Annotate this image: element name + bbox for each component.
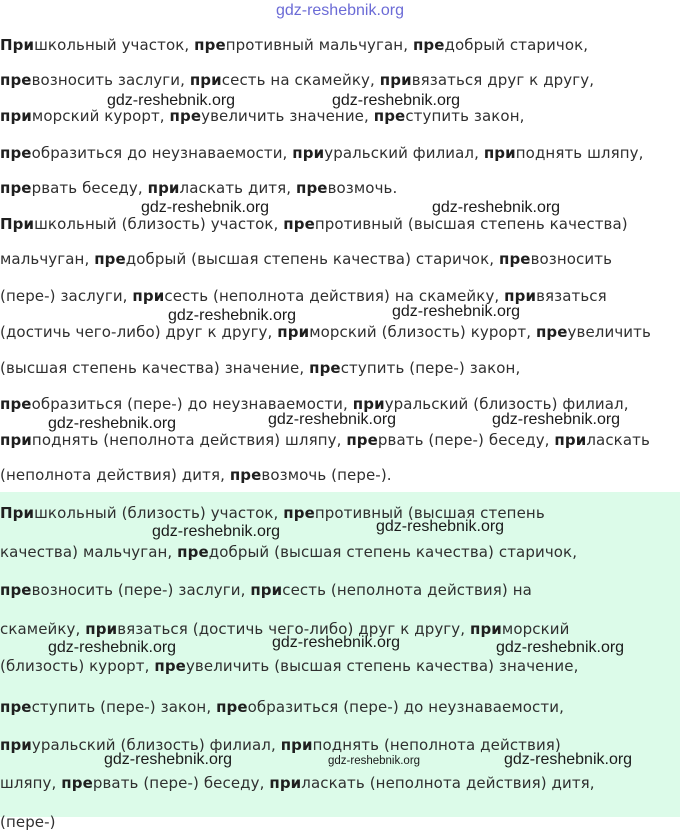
text-fragment: ласкать (неполнота действия) дитя, bbox=[301, 774, 595, 792]
text-fragment: морский bbox=[501, 620, 570, 638]
watermark-text: gdz-reshebnik.org bbox=[268, 411, 397, 428]
text-line bbox=[0, 35, 680, 55]
text-line bbox=[0, 503, 680, 523]
text-fragment: (пере-) bbox=[0, 813, 56, 831]
text-fragment: сесть (неполнота действия) на скамейку, bbox=[164, 287, 505, 305]
text-fragment: рвать (пере-) беседу, bbox=[92, 774, 270, 792]
text-fragment: возносить bbox=[530, 250, 613, 268]
text-line bbox=[0, 656, 680, 676]
text-fragment: шляпу, bbox=[0, 774, 62, 792]
prefix-bold: при bbox=[147, 179, 180, 197]
prefix-bold: пре bbox=[283, 504, 315, 522]
text-fragment: возносить (пере-) заслуги, bbox=[31, 581, 251, 599]
text-fragment: (высшая степень качества) значение, bbox=[0, 359, 310, 377]
prefix-bold: при bbox=[352, 395, 385, 413]
prefix-bold: пре bbox=[373, 107, 406, 125]
prefix-bold: пре bbox=[177, 543, 209, 561]
prefix-bold: пре bbox=[0, 698, 32, 716]
prefix-bold: пре bbox=[0, 179, 32, 197]
prefix-bold: при bbox=[132, 287, 165, 305]
text-fragment: ласкать дитя, bbox=[179, 179, 296, 197]
text-line bbox=[0, 580, 680, 600]
watermark-text: gdz-reshebnik.org bbox=[141, 199, 270, 216]
text-line bbox=[0, 773, 680, 793]
text-fragment: уральский (близость) филиал, bbox=[31, 736, 281, 754]
prefix-bold: при bbox=[504, 287, 537, 305]
text-fragment: (неполнота действия) дитя, bbox=[0, 466, 230, 484]
text-fragment: уральский (близость) филиал, bbox=[384, 395, 629, 413]
prefix-bold: при bbox=[0, 736, 32, 754]
text-fragment: поднять (неполнота действия) bbox=[312, 736, 561, 754]
prefix-bold: при bbox=[0, 431, 32, 449]
text-fragment: мальчуган, bbox=[0, 250, 95, 268]
watermark-text: gdz-reshebnik.org bbox=[332, 92, 461, 109]
prefix-bold: пре bbox=[61, 774, 93, 792]
prefix-bold: пре bbox=[154, 657, 186, 675]
prefix-bold: пре bbox=[0, 395, 32, 413]
watermark-text: gdz-reshebnik.org bbox=[104, 751, 233, 768]
watermark-text: gdz-reshebnik.org bbox=[496, 639, 625, 656]
text-fragment: уральский филиал, bbox=[324, 144, 484, 162]
prefix-bold: при bbox=[280, 736, 313, 754]
prefix-bold: при bbox=[0, 107, 32, 125]
text-fragment: ступить закон, bbox=[405, 107, 525, 125]
prefix-bold: при bbox=[85, 620, 118, 638]
watermark-text: gdz-reshebnik.org bbox=[376, 518, 505, 535]
prefix-bold: При bbox=[0, 215, 35, 233]
watermark-text: gdz-reshebnik.org bbox=[272, 634, 401, 651]
text-fragment: рвать (пере-) беседу, bbox=[377, 431, 555, 449]
prefix-bold: пре bbox=[216, 698, 248, 716]
prefix-bold: при bbox=[483, 144, 516, 162]
text-line bbox=[0, 358, 680, 378]
prefix-bold: пре bbox=[535, 323, 568, 341]
prefix-bold: пре bbox=[283, 215, 315, 233]
text-fragment: (достичь чего-либо) друг к другу, bbox=[0, 323, 278, 341]
prefix-bold: при bbox=[470, 620, 502, 638]
prefix-bold: пре bbox=[309, 359, 341, 377]
prefix-bold: при bbox=[269, 774, 302, 792]
watermark-text: gdz-reshebnik.org bbox=[107, 92, 236, 109]
watermark-text: gdz-reshebnik.org bbox=[392, 303, 521, 320]
watermark-text: gdz-reshebnik.org bbox=[168, 307, 297, 324]
prefix-bold: при bbox=[189, 71, 222, 89]
prefix-bold: пре bbox=[412, 36, 445, 54]
text-fragment: увеличить (высшая степень качества) значение, bbox=[185, 657, 579, 675]
text-fragment: образиться (пере-) до неузнаваемости, bbox=[247, 698, 564, 716]
text-line bbox=[0, 542, 680, 562]
text-fragment: скамейку, bbox=[0, 620, 86, 638]
text-fragment: противный мальчуган, bbox=[225, 36, 413, 54]
text-line bbox=[0, 812, 680, 832]
text-fragment: качества) мальчуган, bbox=[0, 543, 178, 561]
watermark-text: gdz-reshebnik.org bbox=[48, 415, 177, 432]
text-fragment: увеличить значение, bbox=[201, 107, 374, 125]
text-fragment: поднять шляпу, bbox=[515, 144, 644, 162]
prefix-bold: пре bbox=[194, 36, 226, 54]
text-fragment: сесть на скамейку, bbox=[221, 71, 380, 89]
prefix-bold: пре bbox=[229, 466, 262, 484]
text-fragment: возносить заслуги, bbox=[31, 71, 190, 89]
text-fragment: ласкать bbox=[586, 431, 650, 449]
text-line bbox=[0, 214, 680, 234]
prefix-bold: пре bbox=[296, 179, 328, 197]
text-fragment: (близость) курорт, bbox=[0, 657, 155, 675]
watermark-text: gdz-reshebnik.org bbox=[152, 523, 281, 540]
text-fragment: возмочь (пере-). bbox=[261, 466, 392, 484]
watermark-text: gdz-reshebnik.org bbox=[504, 751, 633, 768]
text-fragment: сесть (неполнота действия) на bbox=[282, 581, 532, 599]
text-fragment: противный (высшая степень качества) bbox=[314, 215, 628, 233]
text-fragment: добрый (высшая степень качества) старичок, bbox=[125, 250, 499, 268]
text-fragment: вязаться друг к другу, bbox=[411, 71, 595, 89]
prefix-bold: при bbox=[277, 323, 310, 341]
prefix-bold: пре bbox=[0, 581, 32, 599]
text-fragment: школьный участок, bbox=[34, 36, 195, 54]
text-fragment: вязаться bbox=[536, 287, 607, 305]
text-fragment: морский (близость) курорт, bbox=[309, 323, 536, 341]
text-fragment: вязаться (достичь чего-либо) друг к другу, bbox=[117, 620, 470, 638]
text-fragment: увеличить bbox=[567, 323, 651, 341]
text-fragment: образиться (пере-) до неузнаваемости, bbox=[31, 395, 353, 413]
prefix-bold: при bbox=[554, 431, 587, 449]
prefix-bold: пре bbox=[0, 71, 32, 89]
watermark-text: gdz-reshebnik.org bbox=[492, 411, 621, 428]
prefix-bold: При bbox=[0, 504, 35, 522]
prefix-bold: пре bbox=[0, 144, 32, 162]
prefix-bold: пре bbox=[169, 107, 202, 125]
text-fragment: добрый старичок, bbox=[444, 36, 589, 54]
text-fragment: образиться до неузнаваемости, bbox=[31, 144, 293, 162]
watermark-text: gdz-reshebnik.org bbox=[328, 755, 421, 767]
prefix-bold: При bbox=[0, 36, 35, 54]
text-fragment: школьный (близость) участок, bbox=[34, 215, 284, 233]
text-fragment: поднять (неполнота действия) шляпу, bbox=[31, 431, 347, 449]
text-fragment: морский курорт, bbox=[31, 107, 170, 125]
text-line bbox=[0, 286, 680, 306]
text-fragment: ступить (пере-) закон, bbox=[340, 359, 521, 377]
text-fragment: добрый (высшая степень качества) старичок, bbox=[208, 543, 578, 561]
prefix-bold: при bbox=[250, 581, 283, 599]
site-watermark-header: gdz-reshebnik.org bbox=[275, 2, 405, 19]
prefix-bold: пре bbox=[346, 431, 378, 449]
text-fragment: школьный (близость) участок, bbox=[34, 504, 284, 522]
watermark-text: gdz-reshebnik.org bbox=[48, 639, 177, 656]
prefix-bold: при bbox=[379, 71, 412, 89]
text-line bbox=[0, 70, 680, 90]
text-line bbox=[0, 143, 680, 163]
prefix-bold: при bbox=[292, 144, 325, 162]
text-fragment: (пере-) заслуги, bbox=[0, 287, 133, 305]
text-fragment: ступить (пере-) закон, bbox=[31, 698, 217, 716]
text-line bbox=[0, 697, 680, 717]
text-line bbox=[0, 430, 680, 450]
prefix-bold: пре bbox=[498, 250, 531, 268]
prefix-bold: пре bbox=[94, 250, 126, 268]
text-line bbox=[0, 178, 680, 198]
text-fragment: рвать беседу, bbox=[31, 179, 148, 197]
text-line bbox=[0, 322, 680, 342]
text-line bbox=[0, 249, 680, 269]
watermark-text: gdz-reshebnik.org bbox=[432, 199, 561, 216]
text-line bbox=[0, 465, 680, 485]
text-fragment: противный (высшая степень bbox=[314, 504, 545, 522]
text-fragment: возмочь. bbox=[327, 179, 398, 197]
